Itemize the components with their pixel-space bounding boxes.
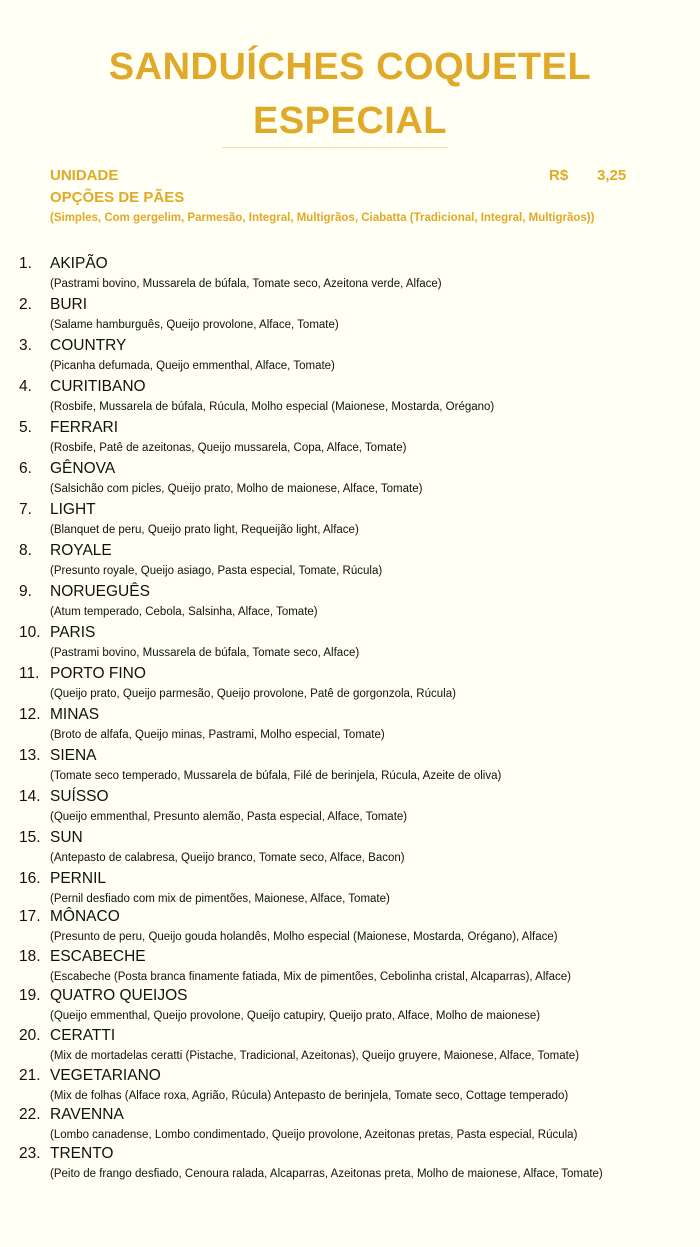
item-ingredients: (Mix de mortadelas ceratti (Pistache, Tradicional, Azeitonas), Queijo gruyere, Maionese, Alface, Tomate) xyxy=(50,1050,580,1062)
menu-item xyxy=(0,623,700,664)
item-number: 21. xyxy=(19,1067,41,1084)
item-name: ESCABECHE xyxy=(50,948,146,965)
item-ingredients: (Presunto royale, Queijo asiago, Pasta especial, Tomate, Rúcula) xyxy=(50,565,383,577)
item-ingredients: (Mix de folhas (Alface roxa, Agrião, Rúcula) Antepasto de berinjela, Tomate seco, Cottage temperado) xyxy=(50,1090,569,1102)
item-ingredients: (Pastrami bovino, Mussarela de búfala, Tomate seco, Azeitona verde, Alface) xyxy=(50,278,442,290)
item-name: CERATTI xyxy=(50,1027,116,1044)
item-ingredients: (Blanquet de peru, Queijo prato light, Requeijão light, Alface) xyxy=(50,524,359,536)
item-ingredients: (Salsichão com picles, Queijo prato, Molho de maionese, Alface, Tomate) xyxy=(50,483,423,495)
item-name: AKIPÃO xyxy=(50,255,108,272)
item-number: 8. xyxy=(19,542,32,559)
item-number: 3. xyxy=(19,337,32,354)
item-name: PORTO FINO xyxy=(50,665,146,682)
title-line-1: SANDUÍCHES COQUETEL xyxy=(108,46,592,88)
menu-item xyxy=(0,664,700,705)
item-name: BURI xyxy=(50,296,88,313)
item-name: ROYALE xyxy=(50,542,112,559)
item-name: LIGHT xyxy=(50,501,96,518)
menu-item xyxy=(0,1144,700,1204)
item-number: 11. xyxy=(19,665,40,682)
unidade-label: UNIDADE xyxy=(50,167,119,184)
menu-item xyxy=(0,986,700,1026)
currency-label: R$ xyxy=(549,167,569,184)
menu-item xyxy=(0,377,700,418)
menu-item xyxy=(0,295,700,336)
item-name: PERNIL xyxy=(50,870,106,887)
item-ingredients: (Atum temperado, Cebola, Salsinha, Alface, Tomate) xyxy=(50,606,318,618)
menu-item xyxy=(0,1026,700,1066)
item-name: MÔNACO xyxy=(50,908,120,925)
item-name: GÊNOVA xyxy=(50,460,116,477)
item-name: SUN xyxy=(50,829,83,846)
menu-item xyxy=(0,582,700,623)
menu-item xyxy=(0,1066,700,1105)
bread-options-desc: (Simples, Com gergelim, Parmesão, Integral, Multigrãos, Ciabatta (Tradicional, Integral, Multigrãos)) xyxy=(50,212,595,224)
menu-item xyxy=(0,500,700,541)
item-number: 17. xyxy=(19,908,41,925)
title-line-2: ESPECIAL xyxy=(252,100,448,142)
menu-item xyxy=(0,336,700,377)
item-name: SIENA xyxy=(50,747,97,764)
item-name: SUÍSSO xyxy=(50,788,109,805)
page-title xyxy=(0,40,700,148)
item-ingredients: (Presunto de peru, Queijo gouda holandês, Molho especial (Maionese, Mostarda, Orégano), Alface) xyxy=(50,931,558,943)
item-number: 19. xyxy=(19,987,41,1004)
item-ingredients: (Salame hamburguês, Queijo provolone, Alface, Tomate) xyxy=(50,319,339,331)
item-number: 10. xyxy=(19,624,41,641)
item-name: QUATRO QUEIJOS xyxy=(50,987,188,1004)
menu-item xyxy=(0,828,700,869)
item-ingredients: (Picanha defumada, Queijo emmenthal, Alface, Tomate) xyxy=(50,360,335,372)
item-number: 2. xyxy=(19,296,32,313)
item-name: NORUEGUÊS xyxy=(50,583,150,600)
item-number: 18. xyxy=(19,948,41,965)
item-ingredients: (Pernil desfiado com mix de pimentões, Maionese, Alface, Tomate) xyxy=(50,893,390,905)
item-ingredients: (Lombo canadense, Lombo condimentado, Queijo provolone, Azeitonas pretas, Pasta especial, Rúcula) xyxy=(50,1129,578,1141)
menu-item xyxy=(0,947,700,986)
menu-item xyxy=(0,746,700,787)
item-ingredients: (Tomate seco temperado, Mussarela de búfala, Filé de berinjela, Rúcula, Azeite de oliva) xyxy=(50,770,502,782)
item-number: 13. xyxy=(19,747,41,764)
item-name: VEGETARIANO xyxy=(50,1067,161,1084)
item-ingredients: (Queijo prato, Queijo parmesão, Queijo provolone, Patê de gorgonzola, Rúcula) xyxy=(50,688,456,700)
item-name: CURITIBANO xyxy=(50,378,146,395)
item-number: 15. xyxy=(19,829,41,846)
menu-item xyxy=(0,541,700,582)
item-ingredients: (Pastrami bovino, Mussarela de búfala, Tomate seco, Alface) xyxy=(50,647,360,659)
item-name: MINAS xyxy=(50,706,100,723)
unit-price: 3,25 xyxy=(597,167,627,184)
menu-item xyxy=(0,869,700,907)
menu-item xyxy=(0,418,700,459)
item-name: COUNTRY xyxy=(50,337,127,354)
item-number: 6. xyxy=(19,460,32,477)
item-ingredients: (Rosbife, Patê de azeitonas, Queijo mussarela, Copa, Alface, Tomate) xyxy=(50,442,407,454)
item-number: 16. xyxy=(19,870,41,887)
item-ingredients: (Rosbife, Mussarela de búfala, Rúcula, Molho especial (Maionese, Mostarda, Orégano) xyxy=(50,401,495,413)
item-number: 1. xyxy=(19,255,32,272)
menu-item xyxy=(0,705,700,746)
sandwich-list xyxy=(0,254,700,1204)
item-name: TRENTO xyxy=(50,1145,114,1162)
menu-item xyxy=(0,459,700,500)
item-number: 22. xyxy=(19,1106,41,1123)
item-number: 20. xyxy=(19,1027,41,1044)
bread-options-label: OPÇÕES DE PÃES xyxy=(50,189,185,206)
item-number: 7. xyxy=(19,501,32,518)
item-number: 5. xyxy=(19,419,32,436)
menu-item xyxy=(0,787,700,828)
item-number: 14. xyxy=(19,788,41,805)
item-name: RAVENNA xyxy=(50,1106,124,1123)
item-name: PARIS xyxy=(50,624,96,641)
item-name: FERRARI xyxy=(50,419,119,436)
item-ingredients: (Queijo emmenthal, Queijo provolone, Queijo catupiry, Queijo prato, Alface, Molho de maionese) xyxy=(50,1010,541,1022)
item-ingredients: (Broto de alfafa, Queijo minas, Pastrami, Molho especial, Tomate) xyxy=(50,729,385,741)
item-number: 23. xyxy=(19,1145,41,1162)
item-ingredients: (Escabeche (Posta branca finamente fatiada, Mix de pimentões, Cebolinha cristal, Alcaparras), Alface) xyxy=(50,971,571,983)
menu-item xyxy=(0,907,700,947)
item-ingredients: (Antepasto de calabresa, Queijo branco, Tomate seco, Alface, Bacon) xyxy=(50,852,405,864)
item-ingredients: (Queijo emmenthal, Presunto alemão, Pasta especial, Alface, Tomate) xyxy=(50,811,408,823)
item-number: 9. xyxy=(19,583,32,600)
item-ingredients: (Peito de frango desfiado, Cenoura ralada, Alcaparras, Azeitonas preta, Molho de maionese, Alface, Tomate) xyxy=(50,1168,603,1180)
title-divider xyxy=(222,147,448,148)
item-number: 4. xyxy=(19,378,32,395)
menu-item xyxy=(0,1105,700,1144)
item-number: 12. xyxy=(19,706,41,723)
menu-item xyxy=(0,254,700,295)
